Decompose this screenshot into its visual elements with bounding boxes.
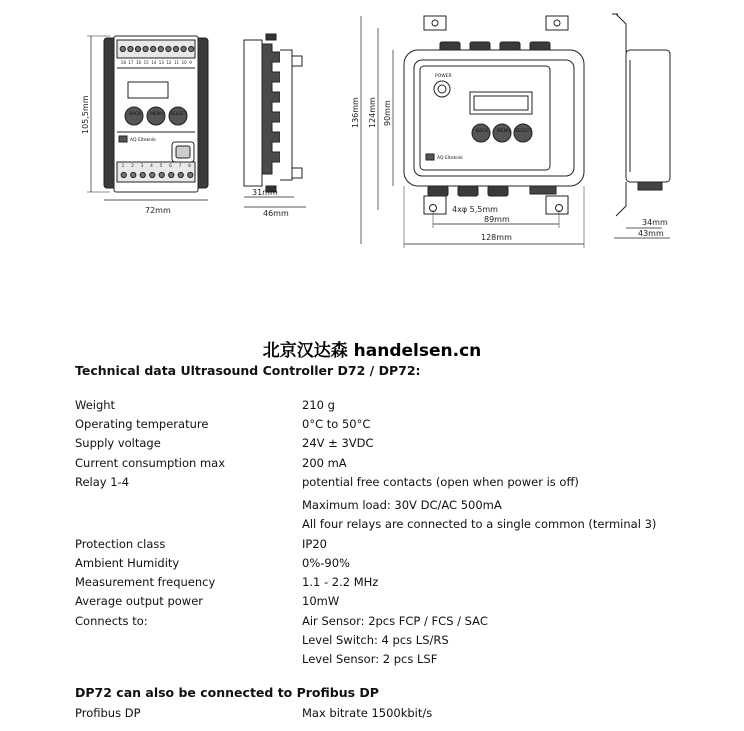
top-terminal-screw	[151, 46, 156, 51]
top-terminal-screw	[189, 46, 194, 51]
top-terminal-screw	[173, 46, 178, 51]
spec-key: Weight	[75, 398, 116, 412]
dim-enc-total-width: 128mm	[481, 233, 512, 242]
top-terminal-number: 18	[120, 60, 126, 65]
select-label: SELECT	[515, 129, 532, 134]
spec-value: 24V ± 3VDC	[302, 436, 374, 450]
top-terminal-number: 15	[143, 60, 149, 65]
bottom-terminal-number: 4	[150, 163, 153, 168]
spec-key: Connects to:	[75, 614, 148, 628]
relay-detail-common: All four relays are connected to a single common (terminal 3)	[302, 517, 657, 531]
top-terminal-number: 10	[181, 60, 187, 65]
spec-value: Air Sensor: 2pcs FCP / FCS / SAC	[302, 614, 488, 628]
dim-enc-hole-height: 124mm	[368, 97, 377, 128]
top-terminal-screw	[143, 46, 148, 51]
dim-side-depth-outer: 46mm	[263, 209, 289, 218]
dim-enc-hole-spacing: 89mm	[484, 215, 510, 224]
bottom-terminal-screw	[140, 172, 145, 177]
enclosure-front	[404, 16, 584, 214]
dim-enc-total-height: 136mm	[351, 97, 360, 128]
enclosure-side	[612, 14, 670, 216]
top-terminal-number: 9	[189, 60, 192, 65]
relay-detail-load: Maximum load: 30V DC/AC 500mA	[302, 498, 502, 512]
spec-key: Measurement frequency	[75, 575, 216, 589]
brand-label: AQ Elteknik	[130, 138, 156, 143]
menu-label: MENU	[497, 129, 511, 134]
top-terminal-screw	[166, 46, 171, 51]
bottom-terminal-number: 6	[169, 163, 172, 168]
bottom-terminal-screw	[169, 172, 174, 177]
connects-detail-sensor: Level Sensor: 2 pcs LSF	[302, 652, 438, 666]
bottom-terminal-screw	[188, 172, 193, 177]
power-label: POWER	[435, 74, 452, 79]
dim-front-width: 72mm	[145, 206, 171, 215]
dim-enc-body-height: 90mm	[383, 100, 392, 126]
back-label: BACK	[476, 129, 489, 134]
top-terminal-number: 16	[136, 60, 142, 65]
dim-front-height: 105,5mm	[81, 95, 90, 134]
brand-label: AQ Elteknik	[437, 156, 463, 161]
bottom-terminal-number: 8	[188, 163, 191, 168]
spec-value: 200 mA	[302, 456, 347, 470]
spec-value: Max bitrate 1500kbit/s	[302, 706, 433, 720]
profibus-title: DP72 can also be connected to Profibus DP	[75, 685, 379, 700]
side-view	[244, 34, 302, 192]
top-terminal-number: 12	[166, 60, 172, 65]
top-terminal-number: 13	[158, 60, 164, 65]
top-terminal-screw	[128, 46, 133, 51]
top-terminal-number: 11	[174, 60, 180, 65]
watermark-text: 北京汉达森 handelsen.cn	[262, 341, 482, 361]
technical-drawing	[0, 0, 744, 300]
dim-side-depth-inner: 31mm	[252, 188, 278, 197]
bottom-terminal-number: 2	[131, 163, 134, 168]
spec-value: 1.1 - 2.2 MHz	[302, 575, 379, 589]
spec-key: Relay 1-4	[75, 475, 130, 489]
bottom-terminal-screw	[150, 172, 155, 177]
bottom-terminal-screw	[131, 172, 136, 177]
dim-enc-side-outer: 43mm	[638, 229, 664, 238]
spec-key: Average output power	[75, 594, 204, 608]
bottom-terminal-number: 7	[178, 163, 182, 168]
bottom-terminal-screw	[121, 172, 126, 177]
spec-key: Profibus DP	[75, 706, 141, 720]
top-terminal-number: 17	[128, 60, 134, 65]
top-terminal-screw	[135, 46, 140, 51]
back-label: BACK	[129, 112, 142, 117]
spec-value: potential free contacts (open when power is off)	[302, 475, 579, 489]
menu-label: MENU	[150, 112, 164, 117]
top-terminal-screw	[120, 46, 125, 51]
spec-key: Operating temperature	[75, 417, 209, 431]
spec-key: Protection class	[75, 537, 166, 551]
bottom-terminal-number: 1	[121, 163, 125, 168]
connects-detail-switch: Level Switch: 4 pcs LS/RS	[302, 633, 449, 647]
spec-key: Ambient Humidity	[75, 556, 180, 570]
dim-enc-side-inner: 34mm	[642, 218, 668, 227]
spec-title: Technical data Ultrasound Controller D72 / DP72:	[75, 363, 421, 378]
spec-key: Supply voltage	[75, 436, 161, 450]
spec-value: 210 g	[302, 398, 335, 412]
select-label: SELECT	[170, 112, 187, 117]
spec-value: IP20	[302, 537, 327, 551]
bottom-terminal-number: 3	[140, 163, 144, 168]
top-terminal-number: 14	[151, 60, 157, 65]
top-terminal-screw	[158, 46, 163, 51]
spec-value: 10mW	[302, 594, 340, 608]
spec-key: Current consumption max	[75, 456, 226, 470]
bottom-terminal-number: 5	[159, 163, 163, 168]
top-terminal-screw	[181, 46, 186, 51]
dim-enc-holes: 4xφ 5,5mm	[452, 205, 498, 214]
bottom-terminal-screw	[178, 172, 183, 177]
spec-value: 0%-90%	[302, 556, 350, 570]
spec-value: 0°C to 50°C	[302, 417, 371, 431]
bottom-terminal-screw	[159, 172, 164, 177]
